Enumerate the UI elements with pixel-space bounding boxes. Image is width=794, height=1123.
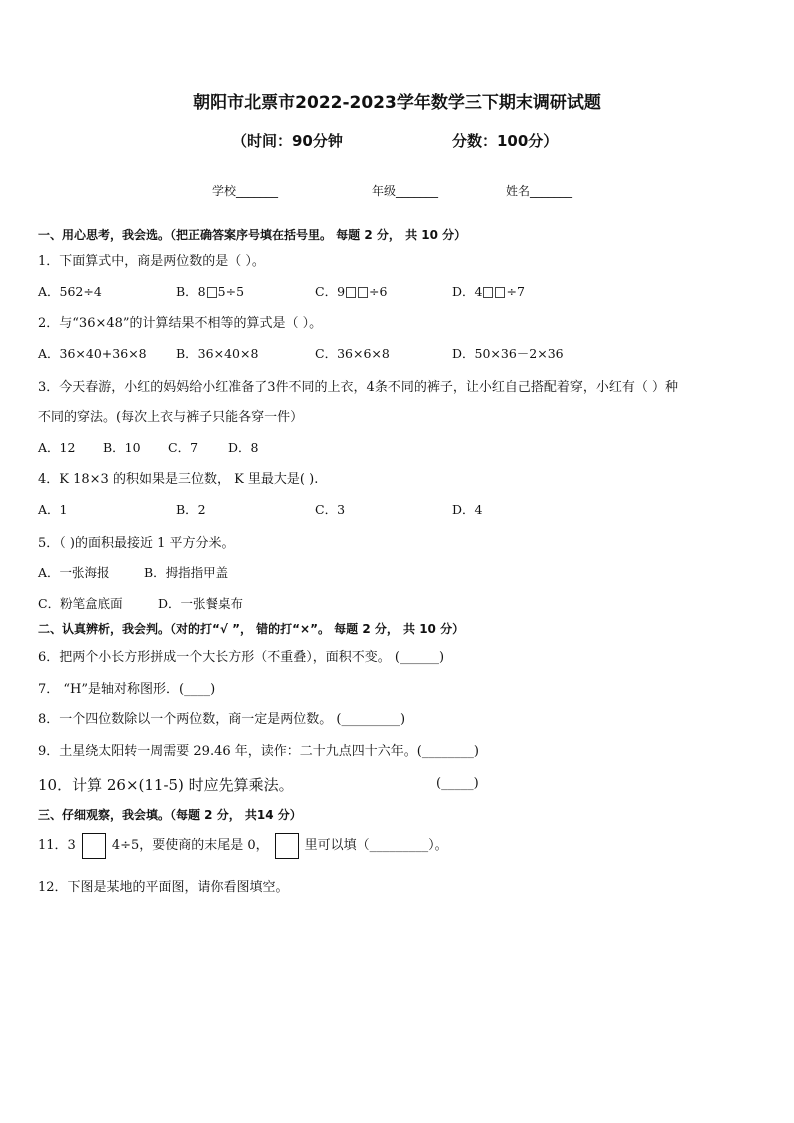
- total-score: 分数：100分）: [452, 132, 559, 150]
- name-field[interactable]: 姓名_______: [506, 184, 573, 198]
- question-11: 11．3 4÷5，要使商的末尾是 0， 里可以填（_________）。: [38, 832, 448, 860]
- q3-option-a: A．12: [38, 440, 76, 455]
- question-12: 12．下图是某地的平面图，请你看图填空。: [38, 880, 289, 895]
- q5-option-d: D．一张餐桌布: [158, 596, 244, 611]
- question-1: 1．下面算式中，商是两位数的是（ ）。: [38, 254, 265, 269]
- question-5: 5．（ )的面积最接近 1 平方分米。: [38, 536, 235, 551]
- q4-option-c: C．3: [315, 502, 346, 517]
- q5-option-b: B．拇指指甲盖: [144, 565, 229, 580]
- section-3-heading: 三、仔细观察，我会填。（每题 2 分， 共14 分）: [38, 808, 302, 822]
- section-2-heading: 二、认真辨析，我会判。（对的打“√ ”， 错的打“×”。 每题 2 分， 共 10 分）: [38, 622, 465, 636]
- school-field[interactable]: 学校_______: [212, 184, 279, 198]
- question-7: 7． “H”是轴对称图形．(____): [38, 682, 216, 697]
- answer-box[interactable]: [82, 833, 106, 859]
- blank-square-icon: [346, 287, 356, 298]
- answer-box[interactable]: [275, 833, 299, 859]
- question-8: 8．一个四位数除以一个两位数，商一定是两位数。 (_________): [38, 712, 406, 727]
- q2-option-d: D．50×36－2×36: [452, 346, 564, 361]
- q3-option-b: B．10: [103, 440, 141, 455]
- grade-field[interactable]: 年级_______: [372, 184, 439, 198]
- q1-option-d: D．4 ÷7: [452, 284, 525, 299]
- question-10-blank[interactable]: (_____): [436, 776, 479, 791]
- q4-option-d: D．4: [452, 502, 483, 517]
- question-4: 4．K 18×3 的积如果是三位数， K 里最大是( ).: [38, 472, 319, 487]
- page-title: 朝阳市北票市2022-2023学年数学三下期末调研试题: [193, 93, 601, 113]
- question-3-line-2: 不同的穿法。(每次上衣与裤子只能各穿一件）: [38, 410, 304, 425]
- question-6: 6．把两个小长方形拼成一个大长方形（不重叠），面积不变。 (______): [38, 650, 445, 665]
- q2-option-a: A．36×40+36×8: [38, 346, 147, 361]
- q4-option-b: B．2: [176, 502, 206, 517]
- q5-option-a: A．一张海报: [38, 565, 110, 580]
- q1-option-b: B．8 5÷5: [176, 284, 245, 299]
- blank-square-icon: [358, 287, 368, 298]
- q2-option-c: C．36×6×8: [315, 346, 390, 361]
- q2-option-b: B．36×40×8: [176, 346, 259, 361]
- section-1-heading: 一、用心思考，我会选。（把正确答案序号填在括号里。 每题 2 分， 共 10 分）: [38, 228, 467, 242]
- blank-square-icon: [207, 287, 217, 298]
- q3-option-c: C．7: [168, 440, 199, 455]
- question-10: 10．计算 26×(11-5) 时应先算乘法。: [38, 776, 294, 794]
- blank-square-icon: [483, 287, 493, 298]
- q1-option-a: A．562÷4: [38, 284, 102, 299]
- blank-square-icon: [495, 287, 505, 298]
- question-2: 2．与“36×48”的计算结果不相等的算式是（ ）。: [38, 316, 323, 331]
- q4-option-a: A．1: [38, 502, 68, 517]
- question-3-line-1: 3．今天春游，小红的妈妈给小红准备了3件不同的上衣，4条不同的裤子，让小红自己搭配着穿，小红有（ ）种: [38, 380, 678, 395]
- q1-option-c: C．9 ÷6: [315, 284, 388, 299]
- q5-option-c: C．粉笔盒底面: [38, 596, 123, 611]
- time-limit: （时间：90分钟: [232, 132, 343, 150]
- question-9: 9．土星绕太阳转一周需要 29.46 年，读作：二十九点四十六年。(________): [38, 744, 479, 759]
- q3-option-d: D．8: [228, 440, 259, 455]
